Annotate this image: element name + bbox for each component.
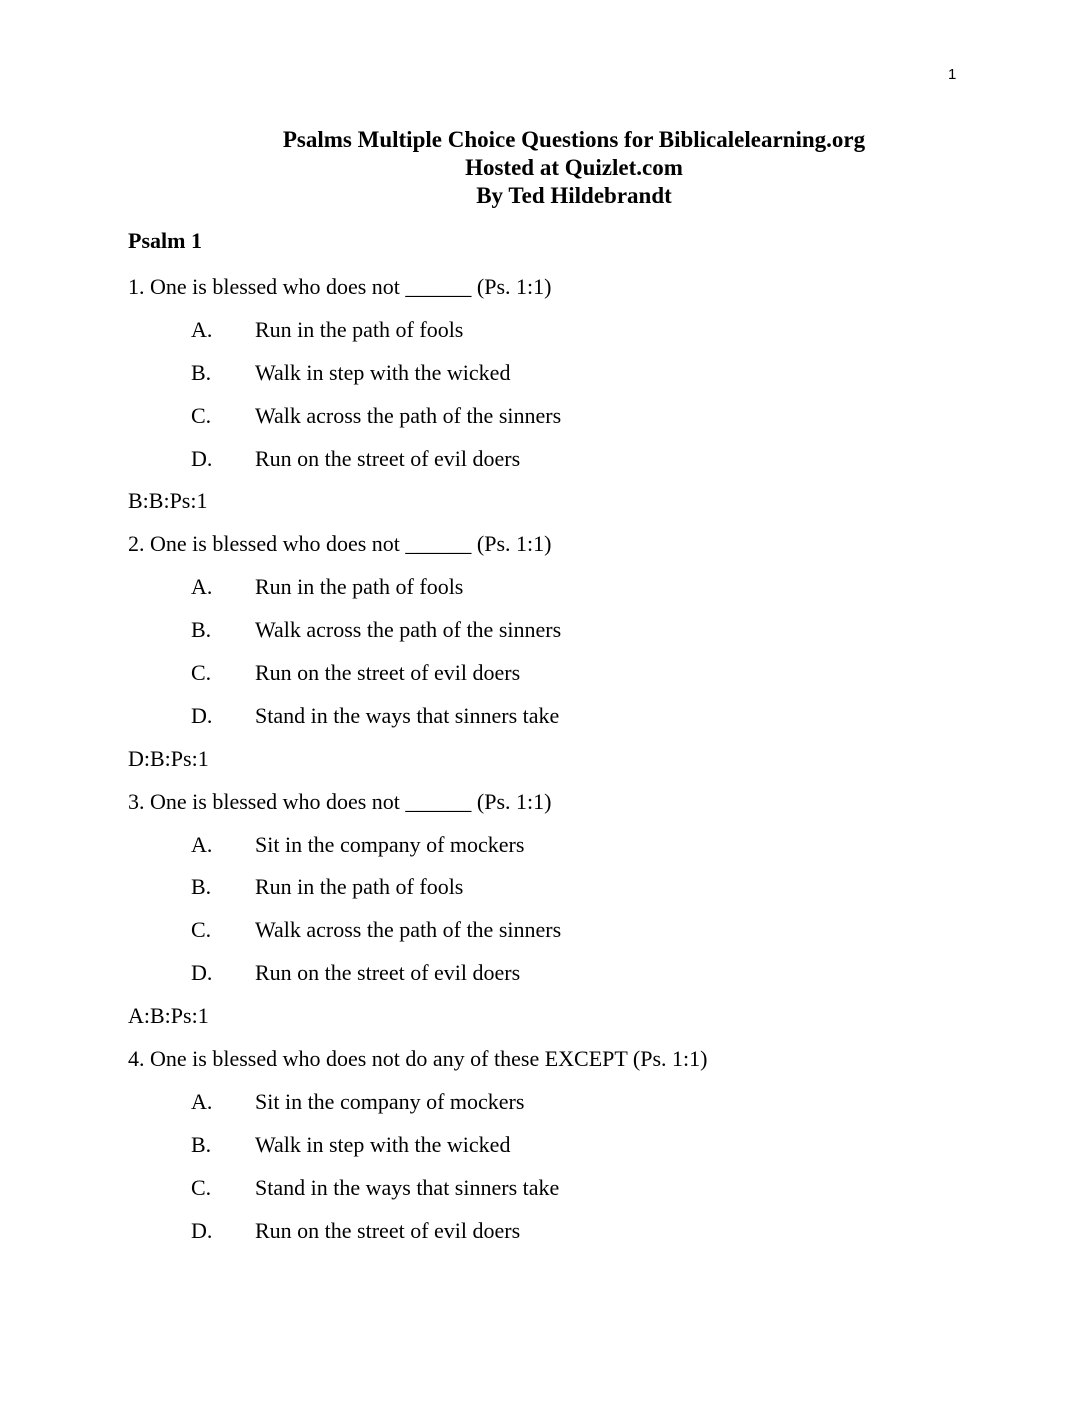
question-2-option-a xyxy=(128,566,1008,609)
option-text: Run on the street of evil doers xyxy=(255,445,521,471)
question-1: 1. One is blessed who does not ______ (Ps. 1:1) xyxy=(128,274,552,299)
option-letter: A. xyxy=(191,831,213,857)
option-letter: B. xyxy=(191,874,212,900)
question-4-option-b xyxy=(128,1124,1008,1167)
option-letter: C. xyxy=(191,402,212,428)
option-text: Run on the street of evil doers xyxy=(255,660,521,686)
option-text: Run on the street of evil doers xyxy=(255,1217,521,1243)
question-4-option-c xyxy=(128,1167,1008,1210)
option-text: Run on the street of evil doers xyxy=(255,960,521,986)
question-3-option-d xyxy=(128,952,1008,995)
question-2-option-c xyxy=(128,652,1008,695)
option-text: Walk in step with the wicked xyxy=(255,1131,511,1157)
question-list xyxy=(128,266,1008,1252)
question-4: 4. One is blessed who does not do any of these EXCEPT (Ps. 1:1) xyxy=(128,1046,708,1072)
option-text: Walk across the path of the sinners xyxy=(255,402,562,428)
option-text: Stand in the ways that sinners take xyxy=(255,702,560,728)
option-text: Stand in the ways that sinners take xyxy=(255,1174,560,1200)
option-letter: C. xyxy=(191,917,212,943)
question-3-answer-key: A:B:Ps:1 xyxy=(128,1003,209,1029)
option-text: Run in the path of fools xyxy=(255,316,464,342)
option-text: Walk across the path of the sinners xyxy=(255,617,562,643)
title-line-2: Hosted at Quizlet.com xyxy=(465,155,683,180)
document-title xyxy=(0,126,1088,210)
question-2-option-d xyxy=(128,695,1008,738)
question-2: 2. One is blessed who does not ______ (Ps. 1:1) xyxy=(128,531,552,557)
option-letter: B. xyxy=(191,359,212,385)
question-3-option-a xyxy=(128,824,1008,867)
question-1-answer-key: B:B:Ps:1 xyxy=(128,488,208,514)
option-letter: D. xyxy=(191,960,213,986)
question-1-option-b xyxy=(128,352,1008,395)
section-heading: Psalm 1 xyxy=(128,228,202,253)
question-2-option-b xyxy=(128,609,1008,652)
option-letter: D. xyxy=(191,445,213,471)
title-line-1: Psalms Multiple Choice Questions for Biblicalelearning.org xyxy=(282,127,866,152)
option-letter: B. xyxy=(191,1131,212,1157)
option-text: Run in the path of fools xyxy=(255,874,464,900)
option-letter: A. xyxy=(191,1088,213,1114)
question-4-option-a xyxy=(128,1081,1008,1124)
question-1-option-d xyxy=(128,438,1008,481)
question-3: 3. One is blessed who does not ______ (Ps. 1:1) xyxy=(128,788,552,814)
page-number: 1 xyxy=(948,66,957,83)
option-letter: A. xyxy=(191,574,213,600)
option-letter: D. xyxy=(191,1217,213,1243)
option-letter: C. xyxy=(191,660,212,686)
title-line-3: By Ted Hildebrandt xyxy=(476,183,672,208)
option-text: Sit in the company of mockers xyxy=(255,831,525,857)
option-text: Run in the path of fools xyxy=(255,574,464,600)
option-letter: A. xyxy=(191,316,213,342)
question-3-option-c xyxy=(128,909,1008,952)
option-text: Sit in the company of mockers xyxy=(255,1088,525,1114)
question-1-option-a xyxy=(128,309,1008,352)
option-letter: D. xyxy=(191,702,213,728)
option-text: Walk across the path of the sinners xyxy=(255,917,562,943)
question-2-answer-key: D:B:Ps:1 xyxy=(128,745,209,771)
option-letter: B. xyxy=(191,617,212,643)
option-text: Walk in step with the wicked xyxy=(255,359,511,385)
question-1-option-c xyxy=(128,395,1008,438)
option-letter: C. xyxy=(191,1174,212,1200)
question-4-option-d xyxy=(128,1210,1008,1253)
question-3-option-b xyxy=(128,866,1008,909)
